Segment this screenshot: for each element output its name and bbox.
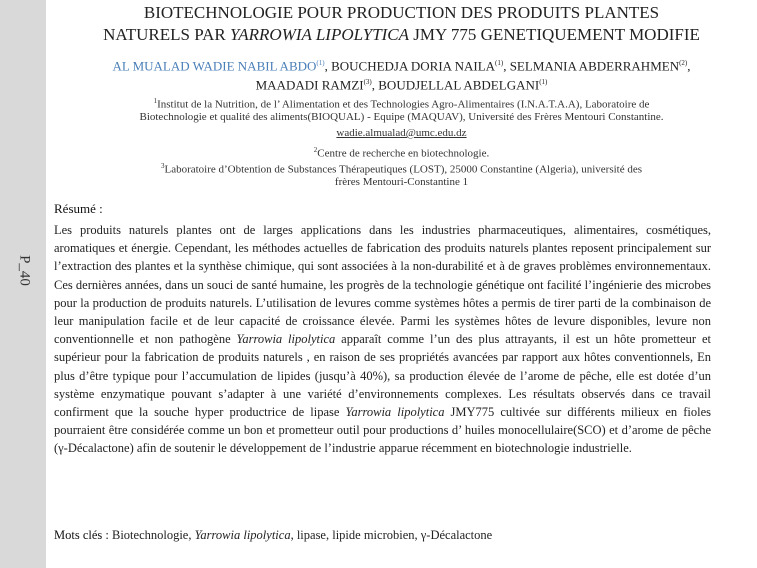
keywords-species-name: Yarrowia lipolytica (194, 528, 291, 542)
keywords-text: Biotechnologie, (108, 528, 195, 542)
paper-page (46, 0, 757, 568)
abstract-species-name: Yarrowia lipolytica (236, 332, 336, 347)
author-affiliation-mark: (1) (316, 59, 325, 67)
keywords-label: Mots clés : (54, 528, 109, 542)
paper-title-line-1: BIOTECHNOLOGIE POUR PRODUCTION DES PRODUITS PLANTES (143, 3, 660, 22)
abstract-heading: Résumé : (54, 201, 103, 216)
affiliation-mark: 1 (153, 97, 158, 105)
affiliation-text: Institut de la Nutrition, de l’ Alimentation et des Technologies Agro-Alimentaires (I.N.A.T.A.A), Laboratoire de (157, 98, 650, 111)
author-name: AL MUALAD WADIE NABIL ABDO (112, 58, 317, 74)
author-name: , BOUDJELLAL ABDELGANI (371, 77, 540, 93)
page-number-label: P_40 (16, 255, 33, 286)
affiliation-1-line-2: Biotechnologie et qualité des aliments(BIOQUAL) - Equipe (MAQUAV), Université des Frères Mentouri Constantine. (139, 111, 664, 123)
author-affiliation-mark: (2) (679, 59, 688, 67)
author-separator: , (687, 58, 691, 74)
contact-email-row (46, 126, 757, 141)
title-species: YARROWIA LIPOLYTICA (230, 25, 410, 44)
abstract-species-name: Yarrowia lipolytica (345, 405, 445, 420)
keywords-text: , lipase, lipide microbien, γ-Décalactone (290, 528, 493, 542)
affiliation-text: Laboratoire d’Obtention de Substances Thérapeutiques (LOST), 25000 Constantine (Algeria), université des (164, 163, 643, 176)
affiliation-text: Centre de recherche en biotechnologie. (317, 147, 490, 160)
abstract-text: Les produits naturels plantes ont de larges applications dans les industries pharmaceutiques, alimentaires, cosmétiques, aromatiques et énergie. Cependant, les méthodes actuelles de fabrication des produits naturels plantes reposent principalement sur l’extraction des plantes et la synthèse chimique, qui sont associées à la non-durabilité et à de graves problèmes environnementaux. Ces dernières années, dans un souci de santé humaine, les progrès de la technologie génétique ont facilité l’ingénierie des microbes pour la production de produits naturels. L’utilisation de levures comme systèmes hôtes a permis de tirer parti de la combinaison de leur manipulation facile et de leur capacité de croissance élevée. Parmi les systèmes hôtes de levure disponibles, levure non conventionnelle et non pathogène (54, 223, 711, 347)
page-margin-sidebar (0, 0, 46, 568)
affiliation-mark: 2 (313, 146, 318, 154)
author-name: , SELMANIA ABDERRAHMEN (503, 58, 680, 74)
author-line-2 (46, 73, 757, 94)
author-affiliation-mark: (1) (539, 78, 548, 86)
contact-email-link[interactable]: wadie.almualad@umc.edu.dz (336, 127, 467, 139)
author-affiliation-mark: (1) (495, 59, 504, 67)
author-name: MAADADI RAMZI (255, 77, 364, 93)
title-text-end: JMY 775 GENETIQUEMENT MODIFIE (409, 25, 700, 44)
abstract-text: JMY775 cultivée sur différents milieux en fioles pourraient être considérée comme un bon et prometteur outil pour productions d’ huiles monocellulaire(SCO) et d’arome de pêche (γ-Décalactone) afin de soutenir le développement de l’industrie apparue récemment en biotechnologie industrielle. (54, 405, 712, 456)
abstract-body (54, 221, 711, 458)
author-affiliation-mark: (3) (363, 78, 372, 86)
keywords-line (54, 528, 714, 543)
title-text: NATURELS PAR (103, 25, 230, 44)
affiliation-3-line-2: frères Mentouri-Constantine 1 (334, 176, 469, 188)
abstract-text: apparaît comme l’un des plus attrayants, il est un hôte prometteur et supérieur pour la fabrication de produits naturels , en raison de ses propriétés avancées par rapport aux hôtes conventionnels, En plus d’être typique pour l’accumulation de lipides (jusqu’à 40%), sa production élevée de l’arome de pêche, elle est dotée d’un système enzymatique pouvant s’adapter à une variété d’environnements complexes. Les résultats observés dans ce travail confirment que la souche hyper productrice de lipase (54, 332, 712, 420)
affiliation-mark: 3 (160, 162, 165, 170)
author-name: , BOUCHEDJA DORIA NAILA (324, 58, 496, 74)
paper-title-line-2 (46, 24, 757, 46)
